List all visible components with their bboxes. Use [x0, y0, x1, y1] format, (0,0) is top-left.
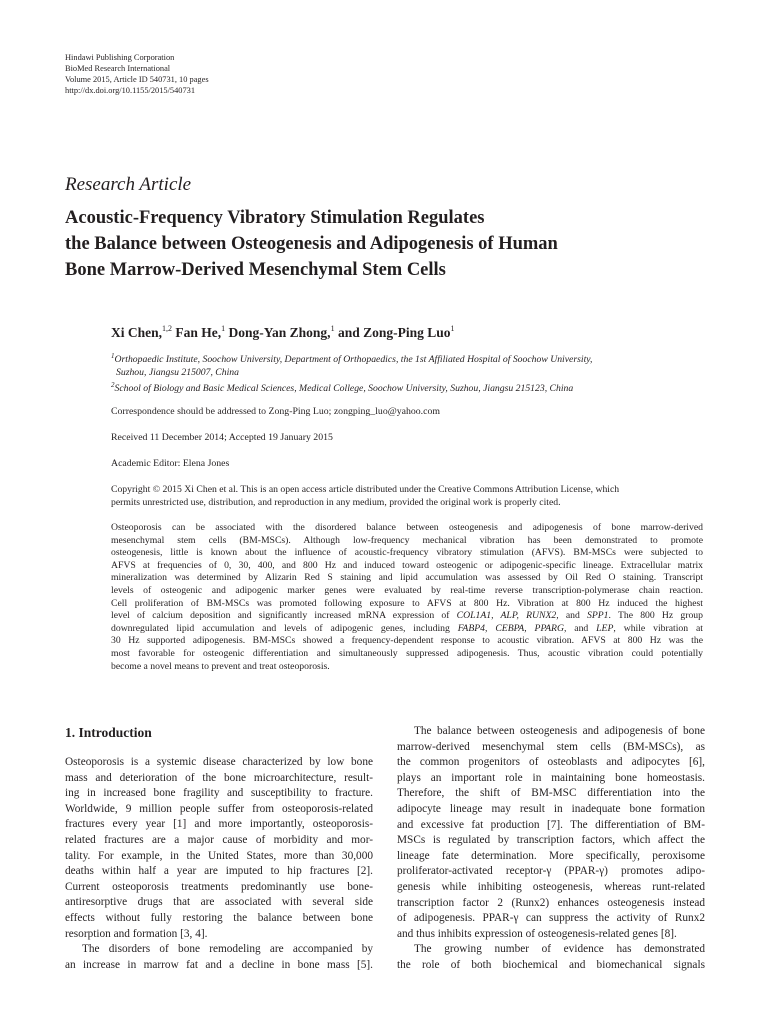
title-line: Acoustic-Frequency Vibratory Stimulation Regulates — [65, 208, 485, 228]
author-name: Xi Chen, — [111, 325, 163, 340]
section-heading: 1. Introduction — [65, 725, 152, 740]
author-affiliation-mark: 1,2 — [162, 324, 173, 333]
journal-name: BioMed Research International — [65, 64, 171, 73]
body-line: lineage fate determination. More specifically, peroxisome — [397, 849, 705, 862]
copyright-line: Copyright © 2015 Xi Chen et al. This is an open access article distributed under the Creative Commons Attribution License, which — [111, 484, 620, 495]
received-dates: Received 11 December 2014; Accepted 19 January 2015 — [111, 432, 333, 443]
author-list — [111, 324, 454, 341]
gene-name: LEP — [596, 622, 614, 634]
abstract-line: mesenchymal stem cells (BM-MSCs). Although low-frequency mechanical vibration has been demonstrated to promote — [111, 534, 703, 546]
body-line: plays an important role in maintaining bone homeostasis. — [397, 771, 705, 784]
body-line: marrow-derived mesenchymal stem cells (BM-MSCs), as — [397, 740, 705, 753]
body-line: antiresorptive drugs that are associated with several side — [65, 896, 373, 909]
body-line: resorption and formation [3, 4]. — [65, 927, 208, 940]
author-name: and Zong-Ping Luo — [334, 325, 451, 340]
affiliations — [111, 350, 711, 396]
abstract-text: , while vibration at — [613, 622, 703, 634]
title-line: Bone Marrow-Derived Mesenchymal Stem Cells — [65, 260, 446, 280]
abstract-text: downregulated lipid accumulation and levels of adipogenic genes, including — [111, 622, 458, 634]
body-line: fractures every year [1] and more importantly, osteoporosis- — [65, 818, 373, 831]
author-affiliation-mark: 1 — [330, 324, 335, 333]
abstract-line — [111, 623, 703, 636]
article-type: Research Article — [65, 174, 192, 195]
author-affiliation-mark: 1 — [221, 324, 226, 333]
body-line: The growing number of evidence has demonstrated — [414, 943, 705, 956]
abstract-text: and — [566, 622, 597, 634]
gene-name: SPP1 — [587, 610, 609, 622]
publisher-name: Hindawi Publishing Corporation — [65, 53, 175, 62]
correspondence: Correspondence should be addressed to Zong-Ping Luo; zongping_luo@yahoo.com — [111, 406, 440, 417]
affiliation-1 — [111, 350, 711, 367]
abstract-text: . The 800 Hz group — [608, 610, 703, 622]
abstract-line: become a novel means to prevent and treat osteoporosis. — [111, 660, 330, 672]
body-line: the common progenitors of osteoblasts and adipocytes [6], — [397, 756, 705, 769]
body-line: the role of both biochemical and biomechanical signals — [397, 958, 705, 971]
abstract-line: levels of osteogenic and adipogenic marker genes were evaluated by real-time reverse transcription-polymerase chain reaction. — [111, 584, 703, 596]
body-line: effects without fully restoring the balance between bone — [65, 911, 373, 924]
affiliation-2 — [111, 379, 711, 396]
author-affiliation-mark: 1 — [450, 324, 455, 333]
body-line: an increase in marrow fat and a decline in bone mass [5]. — [65, 958, 373, 971]
right-column-text — [397, 724, 705, 974]
abstract-line: mineralization was determined by Alizarin Red S staining and lipid accumulation was assessed by Oil Red O staining. Transcript — [111, 572, 703, 584]
body-line: and thus inhibits expression of osteogenesis-related genes [8]. — [397, 927, 677, 940]
abstract-line: most favorable for osteogenic differentiation and simultaneously suppressed adipogenesis. Thus, acoustic vibration could potentially — [111, 647, 703, 659]
body-line: deaths within half a year are imputed to hip fractures [2]. — [65, 865, 373, 878]
body-line: Therefore, the shift of BM-MSC differentiation into the — [397, 787, 705, 800]
abstract-text: and — [558, 610, 587, 622]
abstract-line: Osteoporosis can be associated with the disordered balance between osteogenesis and adipogenesis of bone marrow-derived — [111, 522, 703, 533]
copyright-notice — [111, 484, 711, 509]
doi-link[interactable]: http://dx.doi.org/10.1155/2015/540731 — [65, 86, 196, 95]
body-line: adipocyte lineage may result in inadequate bone formation — [397, 802, 705, 815]
abstract-line: 30 Hz supported adipogenesis. BM-MSCs showed a frequency-dependent response to acoustic vibration. AFVS at 800 Hz was the — [111, 635, 703, 647]
volume-info: Volume 2015, Article ID 540731, 10 pages — [65, 75, 209, 84]
abstract — [111, 522, 703, 673]
body-line: related fractures are a major cause of morbidity and mor- — [65, 833, 373, 846]
article-title — [65, 205, 725, 283]
affiliation-text: School of Biology and Basic Medical Sciences, Medical College, Soochow University, Suzhou, Jiangsu 215123, China — [114, 383, 574, 395]
body-line: MSCs is regulated by transcription factors, which affect the — [397, 834, 705, 847]
body-line: Worldwide, 9 million people suffer from osteoporosis-related — [65, 802, 373, 815]
body-line: mass and deterioration of the bone microarchitecture, result- — [65, 771, 373, 784]
body-line: Osteoporosis is a systemic disease characterized by low bone — [65, 756, 373, 768]
abstract-text: level of calcium deposition and significantly increased mRNA expression of — [111, 610, 457, 622]
body-line: The balance between osteogenesis and adipogenesis of bone — [414, 725, 705, 737]
body-line: proliferator-activated receptor-γ (PPAR-γ) promotes adipo- — [397, 865, 705, 878]
author-name: Fan He, — [172, 325, 222, 340]
affiliation-text: Orthopaedic Institute, Soochow University, Department of Orthopaedics, the 1st Affiliated Hospital of Soochow University, — [114, 354, 593, 365]
academic-editor: Academic Editor: Elena Jones — [111, 458, 230, 469]
body-line: The disorders of bone remodeling are accompanied by — [82, 943, 373, 956]
abstract-line — [111, 610, 703, 623]
body-line: Current osteoporosis treatments predominantly use bone- — [65, 880, 373, 893]
affiliation-1-continued: Suzhou, Jiangsu 215007, China — [116, 366, 239, 378]
abstract-line: osteogenesis, little is known about the influence of acoustic-frequency vibratory stimulation (AFVS). BM-MSCs were subjected to — [111, 547, 703, 559]
body-line: transcription factor 2 (Runx2) enhances osteogenesis instead — [397, 896, 705, 909]
left-column-text — [65, 755, 373, 973]
body-line: and excessive fat production [7]. The differentiation of BM- — [397, 818, 705, 831]
gene-names: COL1A1, ALP, RUNX2, — [456, 610, 559, 622]
abstract-line: AFVS at frequencies of 0, 30, 400, and 800 Hz and induced toward osteogenic or adipogenic-specific lineage. Extracellular matrix — [111, 559, 703, 571]
title-line: the Balance between Osteogenesis and Adipogenesis of Human — [65, 234, 558, 254]
publication-info — [65, 52, 209, 96]
copyright-line: permits unrestricted use, distribution, and reproduction in any medium, provided the original work is properly cited. — [111, 496, 561, 508]
author-name: Dong-Yan Zhong, — [225, 325, 331, 340]
body-line: genesis while inhibiting osteogenesis, whereas runt-related — [397, 880, 705, 893]
body-line: ing in increased bone fragility and susceptibility to fracture. — [65, 787, 373, 800]
gene-names: FABP4, CEBPA, PPARG, — [457, 622, 567, 634]
abstract-line: Cell proliferation of BM-MSCs was promoted following exposure to AFVS at 800 Hz. Vibration at 800 Hz induced the highest — [111, 597, 703, 609]
body-line: tality. For example, in the United States, more than 30,000 — [65, 849, 373, 862]
affiliation-number: 2 — [111, 381, 115, 390]
affiliation-number: 1 — [111, 352, 115, 360]
body-line: of adipogenesis. PPAR-γ can suppress the activity of Runx2 — [397, 912, 705, 925]
